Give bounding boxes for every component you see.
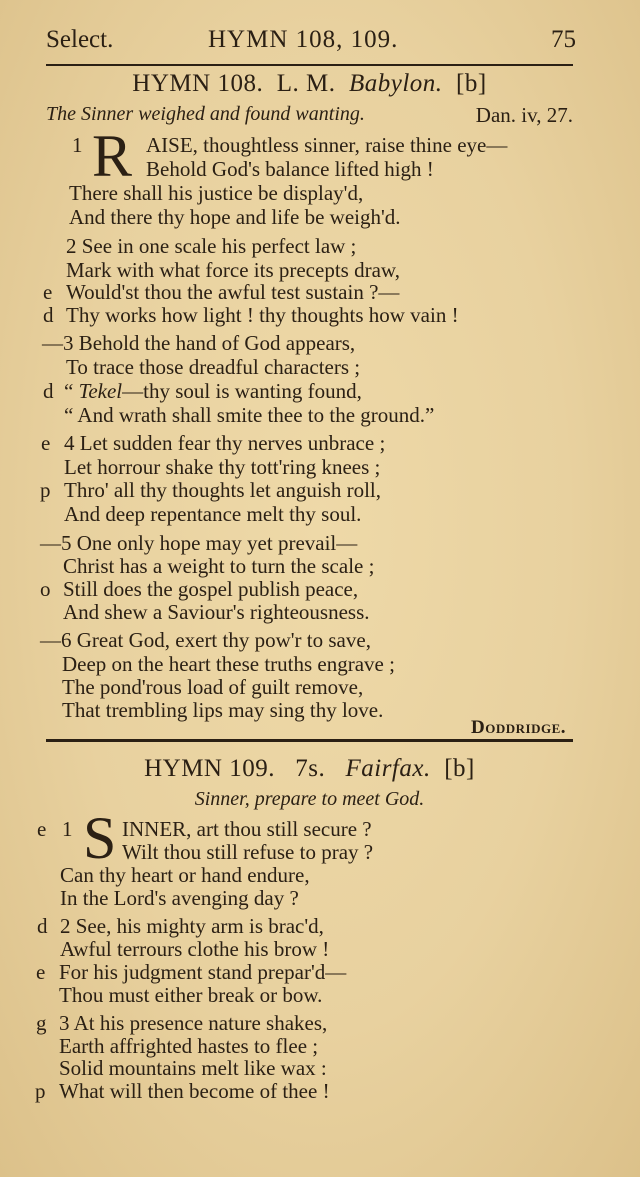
hymn-author: Doddridge. bbox=[471, 717, 566, 738]
subtitle-text: , prepare to meet God. bbox=[244, 788, 425, 810]
hymn-line: To trace those dreadful characters ; bbox=[66, 355, 361, 379]
hymn-line: What will then become of thee ! bbox=[59, 1079, 330, 1103]
dynamic-mark: p bbox=[40, 478, 51, 502]
hymn-line: Earth affrighted hastes to flee ; bbox=[59, 1034, 319, 1058]
hymn-meter: 7s. bbox=[295, 755, 326, 782]
page-number: 75 bbox=[551, 26, 576, 53]
dynamic-mark: o bbox=[40, 577, 51, 601]
hymn-tune: Fairfax. bbox=[345, 755, 431, 782]
tekel-word: Tekel bbox=[78, 379, 123, 403]
hymn-line: AISE, thoughtless sinner, raise thine eye— bbox=[146, 133, 508, 157]
hymn-line: For his judgment stand prepar'd— bbox=[59, 960, 347, 984]
verse-number: 1 bbox=[72, 133, 83, 157]
hymn-line: —5 One only hope may yet prevail— bbox=[40, 531, 358, 555]
hymn-line: 2 See, his mighty arm is brac'd, bbox=[60, 914, 324, 938]
hymn-number: HYMN 108. bbox=[132, 70, 264, 97]
subtitle-word: Sinner bbox=[194, 788, 245, 810]
hymn-key: [b] bbox=[456, 70, 487, 97]
running-header bbox=[46, 26, 576, 62]
hymn-divider bbox=[46, 739, 573, 742]
hymn-line: That trembling lips may sing thy love. bbox=[62, 698, 384, 722]
dynamic-mark: d bbox=[43, 303, 54, 327]
hymn-109-heading bbox=[46, 755, 573, 783]
hymn-line: And shew a Saviour's righteousness. bbox=[63, 600, 370, 624]
hymn-line: Still does the gospel publish peace, bbox=[63, 577, 359, 601]
hymn-line: Mark with what force its precepts draw, bbox=[66, 258, 400, 282]
hymn-line: 3 At his presence nature shakes, bbox=[59, 1011, 328, 1035]
line-rest: —thy soul is wanting found, bbox=[122, 379, 362, 403]
hymn-line: “ And wrath shall smite thee to the ground.” bbox=[64, 403, 435, 427]
hymn-line: Solid mountains melt like wax : bbox=[59, 1056, 327, 1080]
dynamic-mark: p bbox=[35, 1079, 46, 1103]
dynamic-mark: e bbox=[37, 817, 47, 841]
scripture-reference: Dan. iv, 27. bbox=[475, 103, 573, 127]
dynamic-mark: d bbox=[43, 379, 54, 403]
dynamic-mark: g bbox=[36, 1011, 47, 1035]
hymn-line: Would'st thou the awful test sustain ?— bbox=[66, 280, 400, 304]
hymn-line: Thou must either break or bow. bbox=[59, 983, 323, 1007]
hymn-line: —3 Behold the hand of God appears, bbox=[42, 331, 356, 355]
hymn-line: And deep repentance melt thy soul. bbox=[64, 502, 362, 526]
subtitle-text: The Sinner weighed and found wanting. bbox=[46, 103, 365, 125]
drop-cap: S bbox=[83, 805, 117, 871]
hymn-line: Awful terrours clothe his brow ! bbox=[60, 937, 330, 961]
section-label: Select. bbox=[46, 26, 114, 53]
hymn-line: Wilt thou still refuse to pray ? bbox=[122, 840, 374, 864]
open-quote: “ bbox=[64, 379, 79, 403]
hymn-line: INNER, art thou still secure ? bbox=[122, 817, 372, 841]
verse-number: 1 bbox=[62, 817, 73, 841]
hymn-108-heading bbox=[46, 70, 573, 98]
hymn-line: There shall his justice be display'd, bbox=[69, 181, 364, 205]
hymn-key: [b] bbox=[444, 755, 475, 782]
drop-cap: R bbox=[92, 123, 133, 189]
hymn-line: The pond'rous load of guilt remove, bbox=[62, 675, 364, 699]
hymn-line: 2 See in one scale his perfect law ; bbox=[66, 234, 357, 258]
hymn-line: Christ has a weight to turn the scale ; bbox=[63, 554, 375, 578]
hymn-meter: L. M. bbox=[276, 70, 336, 97]
hymn-line: Thro' all thy thoughts let anguish roll, bbox=[64, 478, 381, 502]
hymn-line bbox=[64, 379, 362, 403]
hymn-line: —6 Great God, exert thy pow'r to save, bbox=[40, 628, 371, 652]
hymn-line: Let horrour shake thy tott'ring knees ; bbox=[64, 455, 381, 479]
hymn-line: 4 Let sudden fear thy nerves unbrace ; bbox=[64, 431, 386, 455]
hymn-line: Thy works how light ! thy thoughts how vain ! bbox=[66, 303, 459, 327]
header-title: HYMN 108, 109. bbox=[208, 26, 399, 53]
hymn-number: HYMN 109. bbox=[144, 755, 275, 782]
hymn-line: Can thy heart or hand endure, bbox=[60, 863, 310, 887]
hymn-tune: Babylon. bbox=[348, 70, 443, 97]
hymn-line: In the Lord's avenging day ? bbox=[60, 886, 299, 910]
hymn-line: Deep on the heart these truths engrave ; bbox=[62, 652, 395, 676]
hymn-line: Behold God's balance lifted high ! bbox=[146, 157, 434, 181]
dynamic-mark: e bbox=[41, 431, 51, 455]
hymn-line: And there thy hope and life be weigh'd. bbox=[69, 205, 401, 229]
dynamic-mark: e bbox=[43, 280, 53, 304]
dynamic-mark: e bbox=[36, 960, 46, 984]
hymn-109-subtitle bbox=[46, 788, 573, 811]
dynamic-mark: d bbox=[37, 914, 48, 938]
header-rule bbox=[46, 64, 573, 66]
